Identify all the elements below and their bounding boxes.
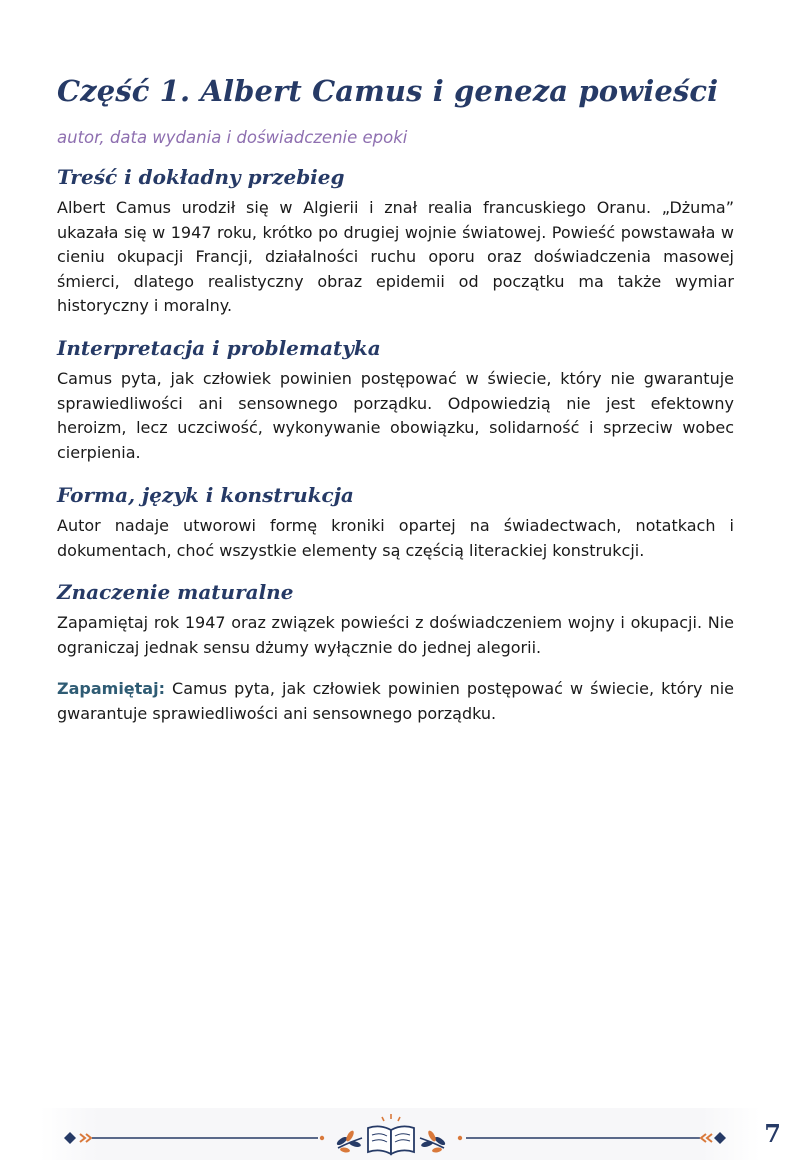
section-paragraph: Camus pyta, jak człowiek powinien postępować w świecie, który nie gwarantuje sprawiedliwości ani sensownego porządku. Odpowiedzią nie jest efektowny heroizm, lecz uczciwość, wykonywanie obowiązku, solidarność i sprzeciw wobec cierpienia. (57, 369, 734, 462)
footer-ornament (0, 1108, 802, 1160)
section-interpretation (57, 336, 734, 465)
section-heading: Interpretacja i problematyka (57, 336, 381, 360)
section-heading: Znaczenie maturalne (57, 580, 294, 604)
section-paragraph: Autor nadaje utworowi formę kroniki opartej na świadectwach, notatkach i dokumentach, choć wszystkie elementy są częścią literackiej konstrukcji. (57, 516, 734, 560)
section-heading: Forma, język i konstrukcja (57, 483, 354, 507)
page-subtitle: autor, data wydania i doświadczenie epoki (57, 128, 408, 147)
remember-box (57, 677, 734, 726)
page-number: 7 (764, 1119, 781, 1148)
section-exam-significance (57, 580, 734, 660)
remember-text: Camus pyta, jak człowiek powinien postępować w świecie, który nie gwarantuje sprawiedliwości ani sensownego porządku. (57, 679, 734, 723)
section-paragraph: Zapamiętaj rok 1947 oraz związek powieści z doświadczeniem wojny i okupacji. Nie ograniczaj jednak sensu dżumy wyłącznie do jednej alegorii. (57, 613, 734, 657)
section-content (57, 165, 734, 319)
section-heading: Treść i dokładny przebieg (57, 165, 345, 189)
section-form (57, 483, 734, 563)
page-title: Część 1. Albert Camus i geneza powieści (57, 74, 719, 108)
remember-label: Zapamiętaj: (57, 679, 165, 698)
section-paragraph: Albert Camus urodził się w Algierii i znał realia francuskiego Oranu. „Dżuma” ukazała się w 1947 roku, krótko po drugiej wojnie światowej. Powieść powstawała w cieniu okupacji Francji, działalności ruchu oporu oraz doświadczenia masowej śmierci, dlatego realistyczny obraz epidemii od początku ma także wymiar historyczny i moralny. (57, 198, 734, 315)
